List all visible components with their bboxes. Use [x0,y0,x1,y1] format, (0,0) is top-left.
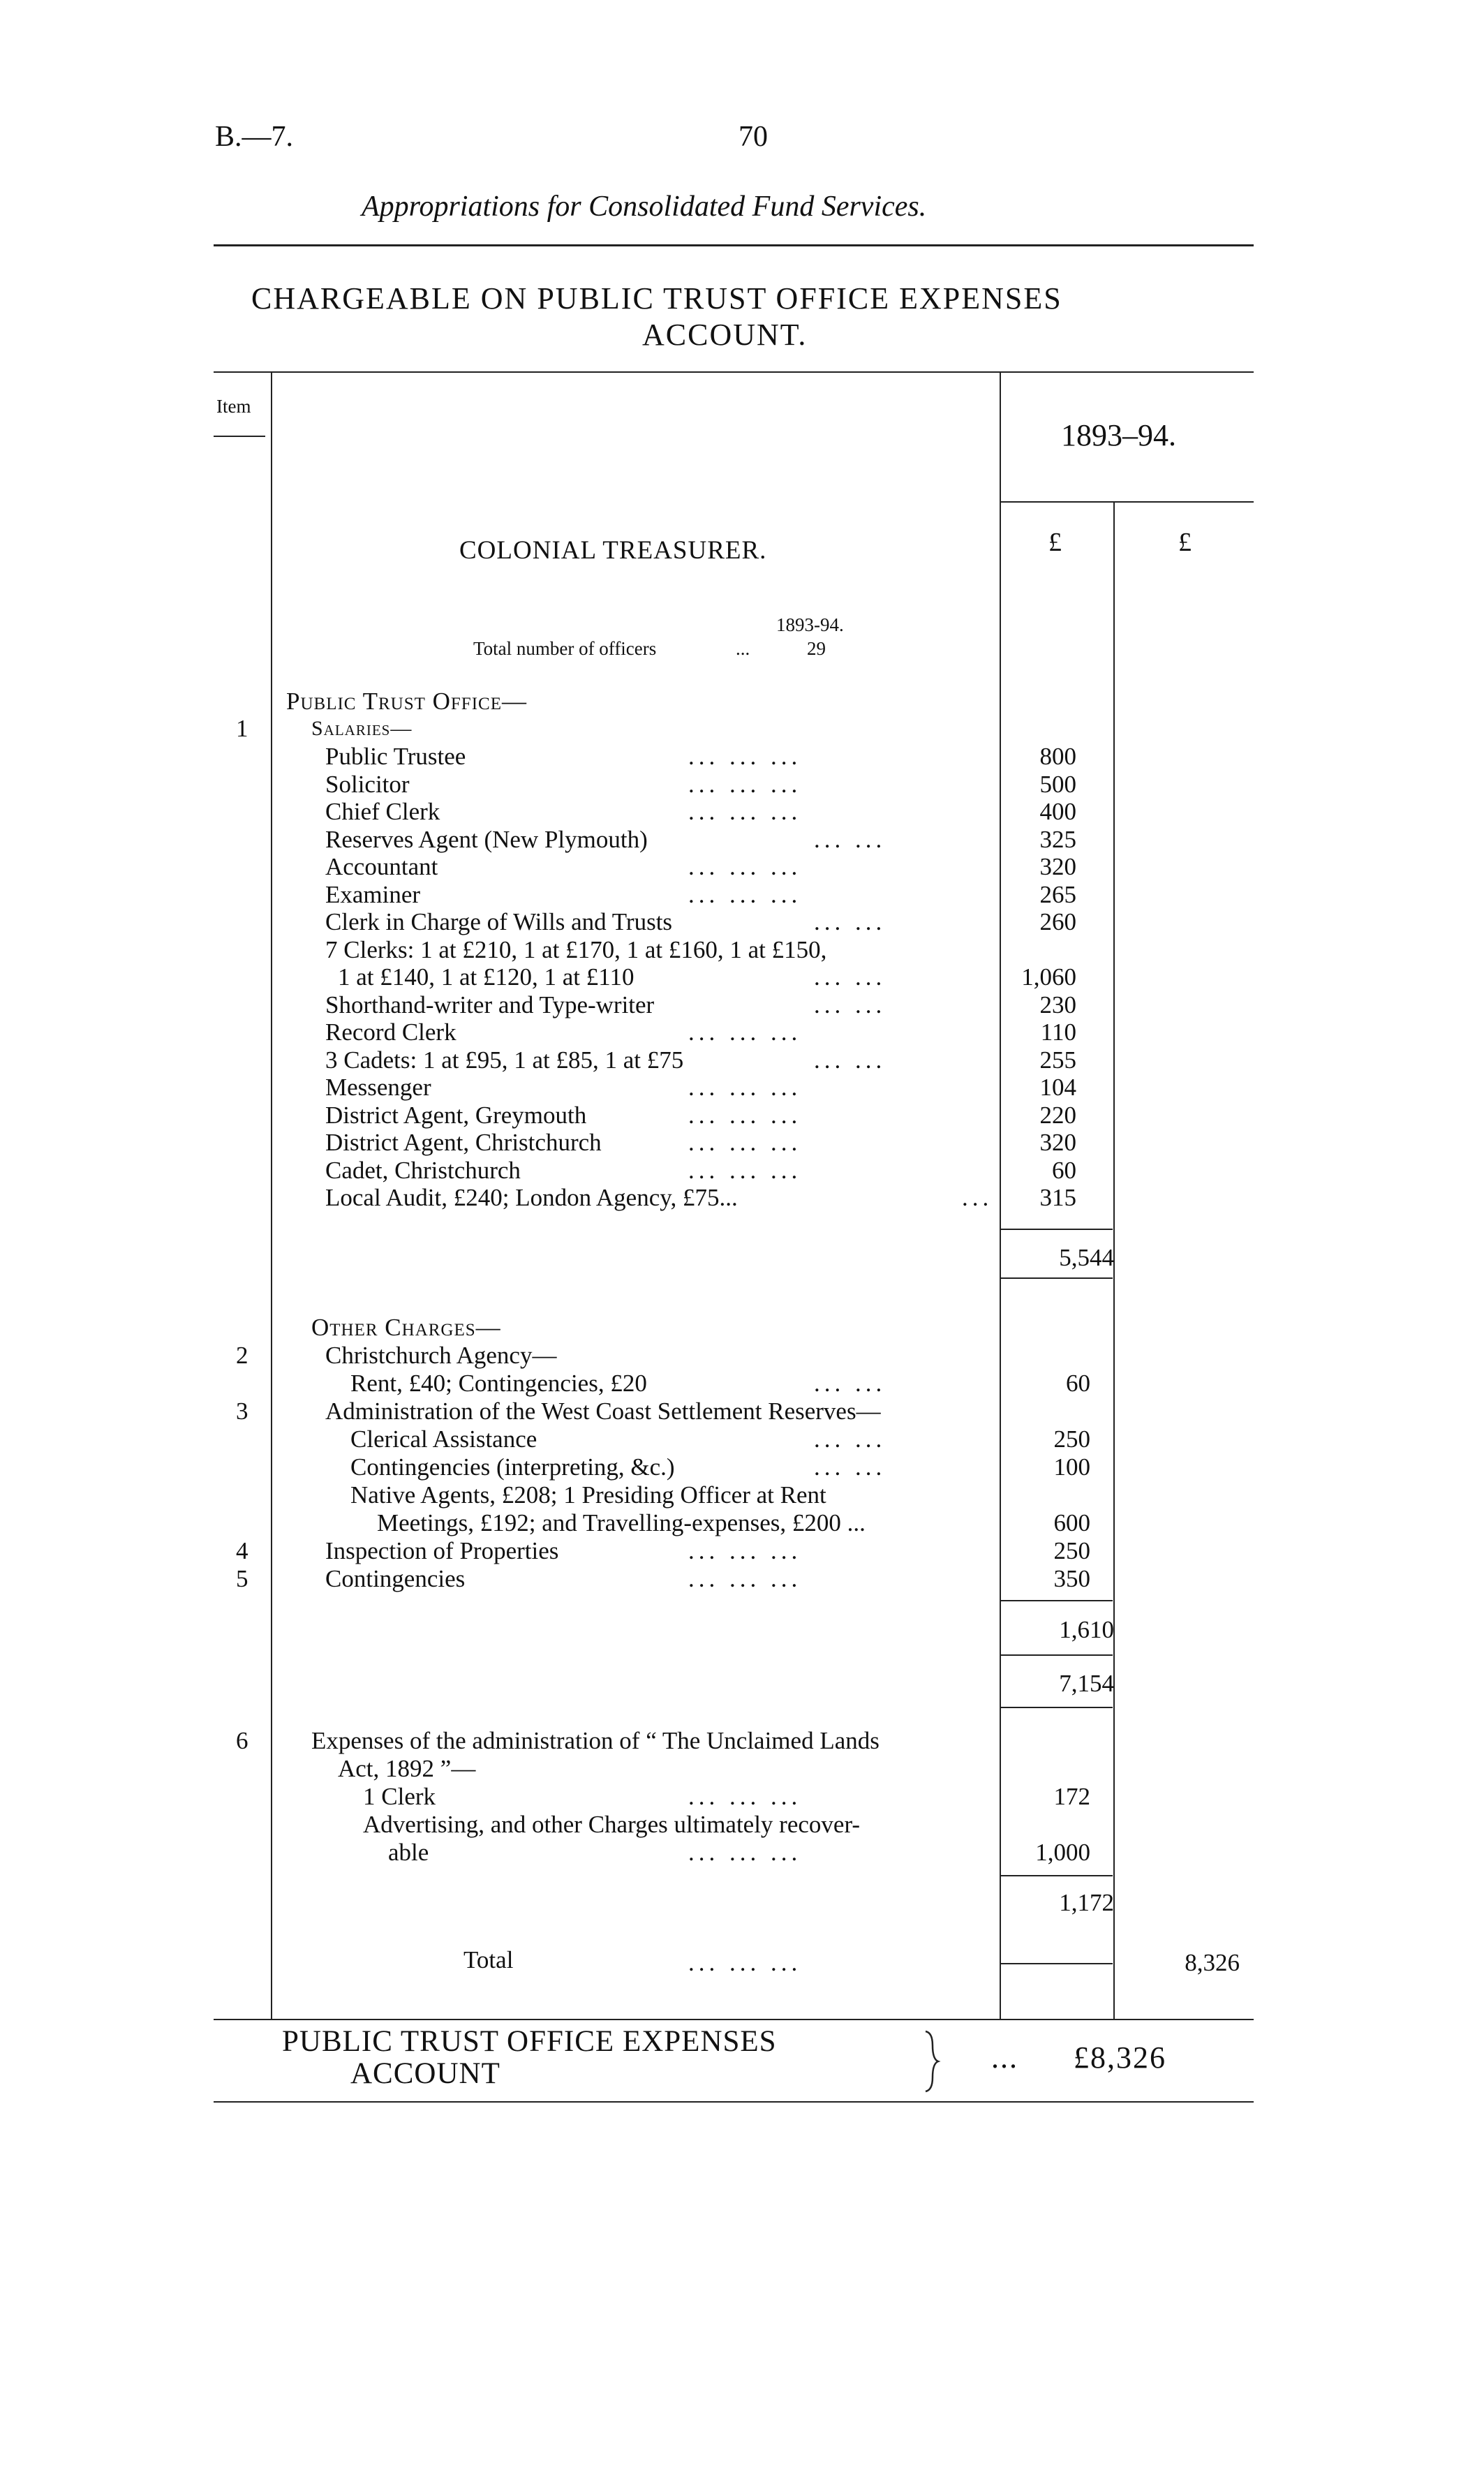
total-label: Total [463,1946,514,1973]
salary-amount: 800 [1039,743,1076,770]
salary-label: Record Clerk [325,1018,457,1046]
clerk-label: 1 Clerk [363,1783,436,1810]
salary-label: Reserves Agent (New Plymouth) [325,825,648,853]
contingencies-dots: ... ... ... [688,1565,802,1592]
salary-label: Accountant [325,853,438,880]
list-item [325,798,1114,826]
list-item [325,908,1114,936]
unclaimed-total: 1,172 [1059,1889,1114,1916]
subtotal-rule [1001,1707,1113,1708]
clerk-dots: ... ... ... [688,1783,802,1810]
salaries-total: 5,544 [1059,1244,1114,1271]
native-agents-amount: 600 [1053,1509,1090,1536]
item-number-3: 3 [236,1398,248,1425]
footer-line-2: ACCOUNT [350,2057,500,2090]
currency-label-2: £ [1178,528,1192,557]
title-line1: CHARGEABLE ON PUBLIC TRUST OFFICE EXPENSES [251,281,1062,316]
salary-label: Solicitor [325,770,410,798]
page-subtitle: Appropriations for Consolidated Fund Services. [362,191,927,223]
salary-dots: ... ... ... [688,1156,802,1184]
year-header-rule [1000,501,1254,503]
salary-label: Messenger [325,1074,431,1101]
salary-dots: ... ... ... [688,1074,802,1101]
salary-amount: 110 [1040,1018,1076,1046]
footer-line-1: PUBLIC TRUST OFFICE EXPENSES [282,2025,777,2058]
contingencies-interpreting-amount: 100 [1053,1453,1090,1481]
salary-label: Chief Clerk [325,798,440,825]
list-item [325,963,1114,991]
christchurch-agency: Christchurch Agency— [325,1342,557,1369]
header-rule [214,244,1254,246]
item-number-2: 2 [236,1342,248,1369]
salary-amount: 325 [1039,825,1076,853]
contingencies-interpreting-dots: ... ... [814,1453,886,1481]
salary-amount: 60 [1052,1156,1076,1184]
salary-dots: ... [962,1184,993,1211]
rent-dots: ... ... [814,1370,886,1397]
salaries-total-rule-top [1001,1229,1113,1230]
item-number-1: 1 [236,715,248,742]
officers-year: 1893-94. [776,614,844,635]
table-bottom-rule [214,2019,1254,2020]
footer-amount: £8,326 [1074,2040,1166,2075]
document-ref: B.—7. [215,121,294,153]
table-top-rule [214,371,1254,373]
advertising-line-1: Advertising, and other Charges ultimately recover- [363,1811,861,1838]
contingencies-amount: 350 [1053,1565,1090,1592]
salary-amount: 400 [1039,798,1076,825]
officers-dots: ... [736,638,750,659]
salary-dots: ... ... ... [688,1018,802,1046]
list-item [325,1074,1114,1102]
salary-dots: ... ... ... [688,1101,802,1129]
item-column-rule [271,373,272,2019]
salary-label: District Agent, Greymouth [325,1101,587,1129]
officers-count: 29 [807,638,826,659]
clerk-amount: 172 [1053,1783,1090,1810]
other-total-rule-bottom [1001,1654,1113,1656]
list-item [325,936,1114,964]
salary-dots: ... ... ... [688,798,802,825]
salary-dots: ... ... ... [688,770,802,798]
heading-other-charges: Other Charges— [311,1314,501,1341]
native-agents-line-1: Native Agents, £208; 1 Presiding Officer at Rent [350,1481,826,1509]
salary-amount: 320 [1039,853,1076,880]
salary-dots: ... ... [814,825,886,853]
salary-label: District Agent, Christchurch [325,1129,602,1156]
salary-dots: ... ... [814,991,886,1018]
salaries-list [325,743,1114,1212]
salary-label: Cadet, Christchurch [325,1156,521,1184]
salary-amount: 265 [1039,880,1076,908]
salary-amount: 104 [1039,1074,1076,1101]
currency-label-1: £ [1048,528,1062,557]
clerks-line-2: 1 at £140, 1 at £120, 1 at £110 [338,963,635,991]
footer-dots: ... [991,2040,1018,2075]
heading-salaries: Salaries— [311,717,413,740]
salaries-total-rule-bottom [1001,1277,1113,1279]
heading-public-trust-office: Public Trust Office— [286,688,527,715]
list-item [325,991,1114,1019]
native-agents-line-2: Meetings, £192; and Travelling-expenses, £200 ... [377,1509,866,1536]
other-charges-total: 1,610 [1059,1616,1114,1643]
section-heading: COLONIAL TREASURER. [459,536,767,565]
list-item [325,1129,1114,1157]
rent-amount: 60 [1066,1370,1090,1397]
footer-rule [214,2101,1254,2103]
total-dots: ... ... ... [688,1949,802,1976]
salary-dots: ... ... ... [688,880,802,908]
list-item [325,853,1114,881]
total-rule [1001,1963,1113,1964]
list-item [325,1046,1114,1074]
salary-label: 3 Cadets: 1 at £95, 1 at £85, 1 at £75 [325,1046,684,1074]
advertising-amount: 1,000 [1035,1839,1090,1866]
salary-dots: ... ... [814,908,886,935]
page-number: 70 [739,121,768,153]
list-item [325,1157,1114,1185]
officers-label: Total number of officers [473,638,657,659]
list-item [325,771,1114,799]
other-total-rule-top [1001,1600,1113,1601]
salary-label: Shorthand-writer and Type-writer [325,991,655,1018]
list-item [325,1018,1114,1046]
salary-amount: 320 [1039,1129,1076,1156]
salary-amount: 315 [1039,1184,1076,1211]
inspection-amount: 250 [1053,1537,1090,1564]
subtotal: 7,154 [1059,1670,1114,1697]
advertising-line-2: able [388,1839,429,1866]
clerks-line-1: 7 Clerks: 1 at £210, 1 at £170, 1 at £160, 1 at £150, [325,935,827,963]
salary-dots: ... ... [814,1046,886,1074]
rent-label: Rent, £40; Contingencies, £20 [350,1370,647,1397]
inspection-label: Inspection of Properties [325,1537,559,1564]
grand-total: 8,326 [1185,1949,1240,1976]
salary-amount: 230 [1039,991,1076,1018]
west-coast-heading: Administration of the West Coast Settlement Reserves— [325,1398,881,1425]
item-number-6: 6 [236,1727,248,1754]
item-number-4: 4 [236,1537,248,1564]
salary-dots: ... ... ... [688,853,802,880]
salary-label: Examiner [325,880,421,908]
salary-label: Local Audit, £240; London Agency, £75... [325,1184,738,1211]
list-item [325,826,1114,854]
contingencies-label: Contingencies [325,1565,466,1592]
title-line2: ACCOUNT. [642,318,808,352]
list-item [325,1184,1114,1212]
unclaimed-total-rule [1001,1875,1113,1876]
list-item [325,743,1114,771]
salary-amount: 220 [1039,1101,1076,1129]
year-header: 1893–94. [1061,418,1176,452]
salary-dots: ... ... ... [688,1129,802,1156]
inspection-dots: ... ... ... [688,1537,802,1564]
clerical-label: Clerical Assistance [350,1425,537,1453]
unclaimed-line-1: Expenses of the administration of “ The Unclaimed Lands [311,1727,880,1754]
salary-dots: ... ... ... [688,743,802,770]
advertising-dots: ... ... ... [688,1839,802,1866]
salary-amount: 255 [1039,1046,1076,1074]
list-item [325,881,1114,909]
clerks-dots: ... ... [814,963,886,991]
item-column-header: Item [216,396,251,417]
clerical-amount: 250 [1053,1425,1090,1453]
item-number-5: 5 [236,1565,248,1592]
salary-amount: 500 [1039,770,1076,798]
unclaimed-line-2: Act, 1892 ”— [338,1755,476,1782]
salary-label: Clerk in Charge of Wills and Trusts [325,908,673,935]
contingencies-interpreting-label: Contingencies (interpreting, &c.) [350,1453,675,1481]
list-item [325,1102,1114,1129]
salary-label: Public Trustee [325,743,466,770]
salary-amount: 260 [1039,908,1076,935]
clerks-amount: 1,060 [1021,963,1076,991]
item-header-rule [214,436,265,437]
footer-brace-icon [923,2029,941,2094]
clerical-dots: ... ... [814,1425,886,1453]
